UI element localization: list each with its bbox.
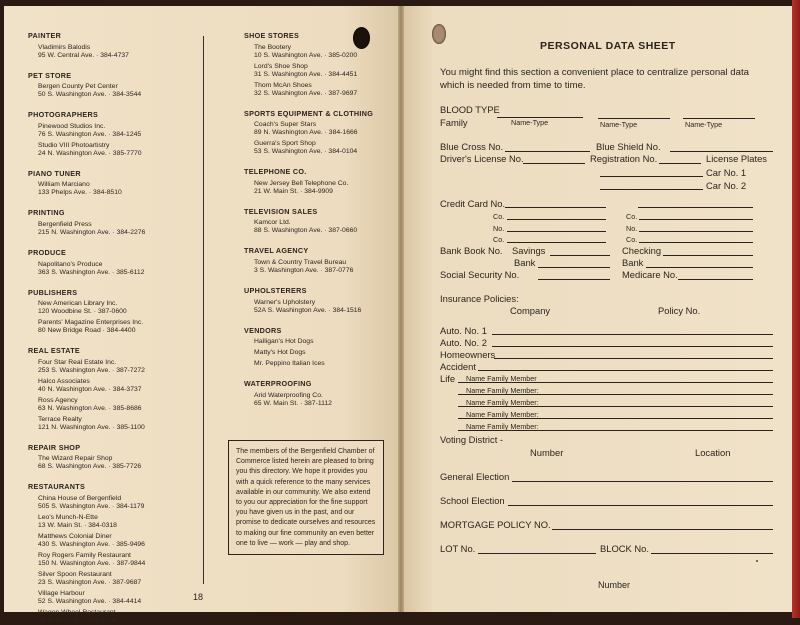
entry-address: 63 N. Washington Ave. · 385-8686 xyxy=(38,404,142,412)
directory-entry xyxy=(28,359,193,375)
mortgage-field[interactable] xyxy=(552,529,773,530)
medicare-field[interactable] xyxy=(678,279,753,280)
entry-address: 40 N. Washington Ave. · 384-3737 xyxy=(38,385,142,393)
directory-entry xyxy=(28,609,193,625)
medicare-label: Medicare No. xyxy=(622,269,678,280)
directory-entry xyxy=(244,82,394,98)
directory-column-1 xyxy=(28,22,193,625)
general-election-label: General Election xyxy=(440,471,510,482)
directory-entry xyxy=(28,571,193,587)
directory-entry xyxy=(28,514,193,530)
entry-address: 76 S. Washington Ave. · 384-1245 xyxy=(38,130,142,138)
credit-card-label: Credit Card No. xyxy=(440,198,506,209)
directory-category: PET STORE xyxy=(28,70,72,80)
entry-address: 120 Woodbine St. · 387-0600 xyxy=(38,308,127,316)
entry-name: Lord's Shoe Shop xyxy=(254,62,308,70)
entry-name: The Bootery xyxy=(254,43,292,51)
entry-name: Kamcor Ltd. xyxy=(254,219,291,227)
directory-category: REAL ESTATE xyxy=(28,346,81,356)
directory-entry xyxy=(244,299,394,315)
insurance-label: Insurance Policies: xyxy=(440,293,519,304)
entry-address: 3 S. Washington Ave. · 387-0776 xyxy=(254,266,354,274)
directory-entry xyxy=(28,261,193,277)
entry-name: Guerra's Sport Shop xyxy=(254,140,316,148)
accident-label: Accident xyxy=(440,361,476,372)
family-line-2 xyxy=(598,118,670,119)
mortgage-label: MORTGAGE POLICY NO. xyxy=(440,519,551,530)
entry-name: Leo's Munch-N-Ette xyxy=(38,513,98,521)
social-security-label: Social Security No. xyxy=(440,269,520,280)
entry-address: 16 S. Front St. · 384-9464 xyxy=(38,616,117,624)
registration-label: Registration No. xyxy=(590,153,658,164)
intro-text: You might find this section a convenient place to centralize personal data which is needed from time to time. xyxy=(440,67,749,91)
directory-entry xyxy=(28,142,193,158)
co-label-1: Co. xyxy=(493,212,505,221)
life-field-2[interactable] xyxy=(458,394,773,395)
entry-name: Bergen County Pet Center xyxy=(38,83,118,91)
no-label-2: No. xyxy=(626,224,638,233)
voting-district-label: Voting District - xyxy=(440,434,504,445)
page-number-left: 18 xyxy=(193,592,204,602)
company-header: Company xyxy=(510,305,551,316)
car1-field[interactable] xyxy=(600,176,703,177)
directory-entry xyxy=(244,349,394,357)
entry-name: Arid Waterproofing Co. xyxy=(254,391,323,399)
family-line-3 xyxy=(683,118,755,119)
car1-label: Car No. 1 xyxy=(706,167,747,178)
school-election-label: School Election xyxy=(440,495,505,506)
credit-card-field-2[interactable] xyxy=(638,207,753,208)
directory-entry xyxy=(244,121,394,137)
directory-category: TRAVEL AGENCY xyxy=(244,246,309,256)
entry-name: Vladimirs Balodis xyxy=(38,43,91,51)
entry-name: Town & Country Travel Bureau xyxy=(254,258,347,266)
blood-type-label: BLOOD TYPE xyxy=(440,104,500,115)
entry-name: The Wizard Repair Shop xyxy=(38,455,113,463)
entry-name: Halligan's Hot Dogs xyxy=(254,338,314,346)
directory-entry xyxy=(28,397,193,413)
directory-entry xyxy=(28,552,193,568)
co-field-1[interactable] xyxy=(507,219,606,220)
entry-address: 10 S. Washington Ave. · 385-0200 xyxy=(254,51,358,59)
directory-entry xyxy=(28,533,193,549)
entry-name: Village Harbour xyxy=(38,589,85,597)
entry-address: 133 Phelps Ave. · 384-8510 xyxy=(38,189,122,197)
checking-field[interactable] xyxy=(663,255,753,256)
directory-entry xyxy=(244,360,394,368)
auto1-label: Auto. No. 1 xyxy=(440,325,487,336)
cover-edge xyxy=(792,0,800,618)
co-field-4[interactable] xyxy=(639,242,753,243)
blue-cross-field[interactable] xyxy=(505,151,590,152)
entry-name: Studio VIII Photoartistry xyxy=(38,141,110,149)
life-field-5[interactable] xyxy=(458,430,773,431)
family-label: Family xyxy=(440,117,468,128)
entry-address: 24 N. Washington Ave. · 385-7770 xyxy=(38,149,142,157)
drivers-license-field[interactable] xyxy=(523,163,585,164)
book-spine xyxy=(398,6,404,612)
directory-entry xyxy=(244,44,394,60)
directory-column-2 xyxy=(244,22,394,408)
life-field-4[interactable] xyxy=(458,418,773,419)
directory-entry xyxy=(28,221,193,237)
page-number-right: Number xyxy=(598,580,631,590)
directory-category: SHOE STORES xyxy=(244,31,300,40)
bank-field-2[interactable] xyxy=(646,267,753,268)
chamber-note: The members of the Bergenfield Chamber of Commerce listed herein are pleased to bring you this directory. We hope it provides you with a quick reference to the many services available in our community. We also extend to you our appreciation for the fine support you have given us in the past, and our promise to dedicate ourselves and resources to making our fine community an even better one to live — work — play and shop. xyxy=(228,440,384,555)
no-field-2[interactable] xyxy=(639,231,753,232)
directory-category: PAINTER xyxy=(28,31,62,40)
homeowners-field[interactable] xyxy=(494,358,773,359)
directory-entry xyxy=(28,181,193,197)
block-label: BLOCK No. xyxy=(600,543,649,554)
directory-entry xyxy=(28,455,193,471)
directory-category: PRINTING xyxy=(28,208,65,218)
directory-category: WATERPROOFING xyxy=(244,379,312,389)
savings-label: Savings xyxy=(512,245,546,256)
entry-name: Matthews Colonial Diner xyxy=(38,532,112,540)
directory-category: RESTAURANTS xyxy=(28,482,86,492)
directory-entry xyxy=(28,378,193,394)
directory-entry xyxy=(28,44,193,60)
co-field-3[interactable] xyxy=(507,242,606,243)
directory-entry xyxy=(28,83,193,99)
entry-address: 95 W. Central Ave. · 384-4737 xyxy=(38,51,129,59)
directory-category: PRODUCE xyxy=(28,247,67,257)
entry-name: Napolitano's Produce xyxy=(38,260,103,268)
entry-address: 52A S. Washington Ave. · 384-1516 xyxy=(254,306,362,314)
no-label-1: No. xyxy=(493,224,505,233)
column-divider xyxy=(203,36,204,584)
directory-entry xyxy=(244,392,394,408)
entry-address: 13 W. Main St. · 384-0318 xyxy=(38,521,117,529)
family-member-3: Name Family Member: xyxy=(466,398,539,407)
general-election-field[interactable] xyxy=(512,481,773,482)
entry-name: Mr. Peppino Italian Ices xyxy=(254,360,325,368)
directory-entry xyxy=(244,219,394,235)
directory-entry xyxy=(244,63,394,79)
directory-category: PUBLISHERS xyxy=(28,287,78,297)
entry-address: 31 S. Washington Ave. · 384-4451 xyxy=(254,70,358,78)
entry-address: 80 New Bridge Road · 384-4400 xyxy=(38,327,136,335)
bank-label-1: Bank xyxy=(514,257,536,268)
entry-name: Terrace Realty xyxy=(38,415,82,423)
entry-name: Coach's Super Stars xyxy=(254,121,317,129)
co-label-3: Co. xyxy=(493,235,505,244)
directory-category: VENDORS xyxy=(244,325,282,335)
entry-name: William Marciano xyxy=(38,181,90,189)
directory-category: REPAIR SHOP xyxy=(28,442,81,452)
entry-name: Warner's Upholstery xyxy=(254,298,316,306)
entry-address: 215 N. Washington Ave. · 384-2276 xyxy=(38,228,146,236)
entry-address: 150 N. Washington Ave. · 387-9844 xyxy=(38,559,146,567)
directory-entry xyxy=(28,123,193,139)
social-security-field[interactable] xyxy=(538,279,610,280)
entry-name: Parents' Magazine Enterprises Inc. xyxy=(38,319,144,327)
entry-address: 430 S. Washington Ave. · 385-9496 xyxy=(38,540,145,548)
name-type-2: Name-Type xyxy=(600,120,638,129)
entry-address: 32 S. Washington Ave. · 387-9697 xyxy=(254,89,358,97)
lot-label: LOT No. xyxy=(440,543,476,554)
car2-field[interactable] xyxy=(600,189,703,190)
entry-address: 89 N. Washington Ave. · 384-1666 xyxy=(254,129,358,137)
directory-category: UPHOLSTERERS xyxy=(244,285,307,295)
block-field[interactable] xyxy=(651,553,773,554)
entry-name: New Jersey Bell Telephone Co. xyxy=(254,179,349,187)
entry-address: 505 S. Washington Ave. · 384-1179 xyxy=(38,502,145,510)
entry-name: New American Library Inc. xyxy=(38,300,118,308)
binder-hole-icon xyxy=(353,27,370,49)
entry-address: 121 N. Washington Ave. · 385-1100 xyxy=(38,423,145,431)
registration-field[interactable] xyxy=(659,163,701,164)
entry-address: 88 S. Washington Ave. · 387-0660 xyxy=(254,227,358,235)
directory-category: SPORTS EQUIPMENT & CLOTHING xyxy=(244,108,374,118)
directory-entry xyxy=(28,319,193,335)
entry-address: 52 S. Washington Ave. · 384-4414 xyxy=(38,597,142,605)
entry-address: 23 S. Washington Ave. · 387-9687 xyxy=(38,578,142,586)
lot-field[interactable] xyxy=(478,553,596,554)
entry-name: China House of Bergenfield xyxy=(38,494,122,502)
family-member-2: Name Family Member: xyxy=(466,386,539,395)
co-label-2: Co. xyxy=(626,212,638,221)
life-label: Life xyxy=(440,373,456,384)
co-label-4: Co. xyxy=(626,235,638,244)
entry-name: Ross Agency xyxy=(38,396,78,404)
policy-no-header: Policy No. xyxy=(658,305,701,316)
entry-name: Thom McAn Shoes xyxy=(254,81,312,89)
blue-shield-label: Blue Shield No. xyxy=(596,141,661,152)
name-type-3: Name-Type xyxy=(685,120,723,129)
number-header: Number xyxy=(530,447,564,458)
entry-name: Halco Associates xyxy=(38,377,90,385)
entry-address: 65 W. Main St. · 387-1112 xyxy=(254,399,332,407)
binder-hole-right-icon xyxy=(432,24,446,44)
directory-category: PHOTOGRAPHERS xyxy=(28,110,99,120)
auto1-field[interactable] xyxy=(492,334,773,335)
sheet-title: PERSONAL DATA SHEET xyxy=(540,40,676,52)
directory-entry xyxy=(244,140,394,156)
credit-card-field-1[interactable] xyxy=(505,207,606,208)
directory-category: TELEPHONE CO. xyxy=(244,167,307,177)
family-member-1: Name Family Member xyxy=(466,374,537,383)
entry-address: 253 S. Washington Ave. · 387-7272 xyxy=(38,366,145,374)
directory-entry xyxy=(28,495,193,511)
bank-book-label: Bank Book No. xyxy=(440,245,503,256)
entry-name: Four Star Real Estate Inc. xyxy=(38,358,117,366)
homeowners-label: Homeowners xyxy=(440,349,496,360)
entry-name: Bergenfield Press xyxy=(38,220,92,228)
entry-name: Wagon Wheel Restaurant xyxy=(38,608,116,616)
auto2-field[interactable] xyxy=(492,346,773,347)
directory-entry xyxy=(244,338,394,346)
family-member-4: Name Family Member: xyxy=(466,410,539,419)
directory-entry xyxy=(28,300,193,316)
bank-field-1[interactable] xyxy=(538,267,610,268)
car2-label: Car No. 2 xyxy=(706,180,747,191)
directory-entry xyxy=(244,259,394,275)
school-election-field[interactable] xyxy=(508,505,773,506)
entry-name: Silver Spoon Restaurant xyxy=(38,570,112,578)
entry-address: 53 S. Washington Ave. · 384-0104 xyxy=(254,148,358,156)
entry-address: 21 W. Main St. · 384-9909 xyxy=(254,187,333,195)
ink-dot xyxy=(756,560,758,562)
auto2-label: Auto. No. 2 xyxy=(440,337,487,348)
accident-field[interactable] xyxy=(478,370,773,371)
entry-name: Pinewood Studios Inc. xyxy=(38,122,106,130)
co-field-2[interactable] xyxy=(639,219,753,220)
directory-category: TELEVISION SALES xyxy=(244,206,318,216)
entry-name: Matty's Hot Dogs xyxy=(254,349,306,357)
directory-entry xyxy=(244,180,394,196)
entry-name: Roy Rogers Family Restaurant xyxy=(38,551,131,559)
blue-shield-field[interactable] xyxy=(670,151,773,152)
savings-field[interactable] xyxy=(550,255,610,256)
bank-label-2: Bank xyxy=(622,257,644,268)
entry-address: 363 S. Washington Ave. · 385-6112 xyxy=(38,268,145,276)
drivers-license-label: Driver's License No. xyxy=(440,153,524,164)
license-plates-label: License Plates xyxy=(706,153,767,164)
no-field-1[interactable] xyxy=(507,231,606,232)
directory-entry xyxy=(28,590,193,606)
entry-address: 68 S. Washington Ave. · 385-7726 xyxy=(38,463,142,471)
directory-entry xyxy=(28,416,193,432)
location-header: Location xyxy=(695,447,731,458)
family-member-5: Name Family Member: xyxy=(466,422,539,431)
life-field-3[interactable] xyxy=(458,406,773,407)
name-type-1: Name-Type xyxy=(511,118,549,127)
directory-category: PIANO TUNER xyxy=(28,168,81,178)
life-field-1[interactable] xyxy=(458,382,773,383)
entry-address: 50 S. Washington Ave. · 384-3544 xyxy=(38,91,142,99)
checking-label: Checking xyxy=(622,245,662,256)
blue-cross-label: Blue Cross No. xyxy=(440,141,504,152)
